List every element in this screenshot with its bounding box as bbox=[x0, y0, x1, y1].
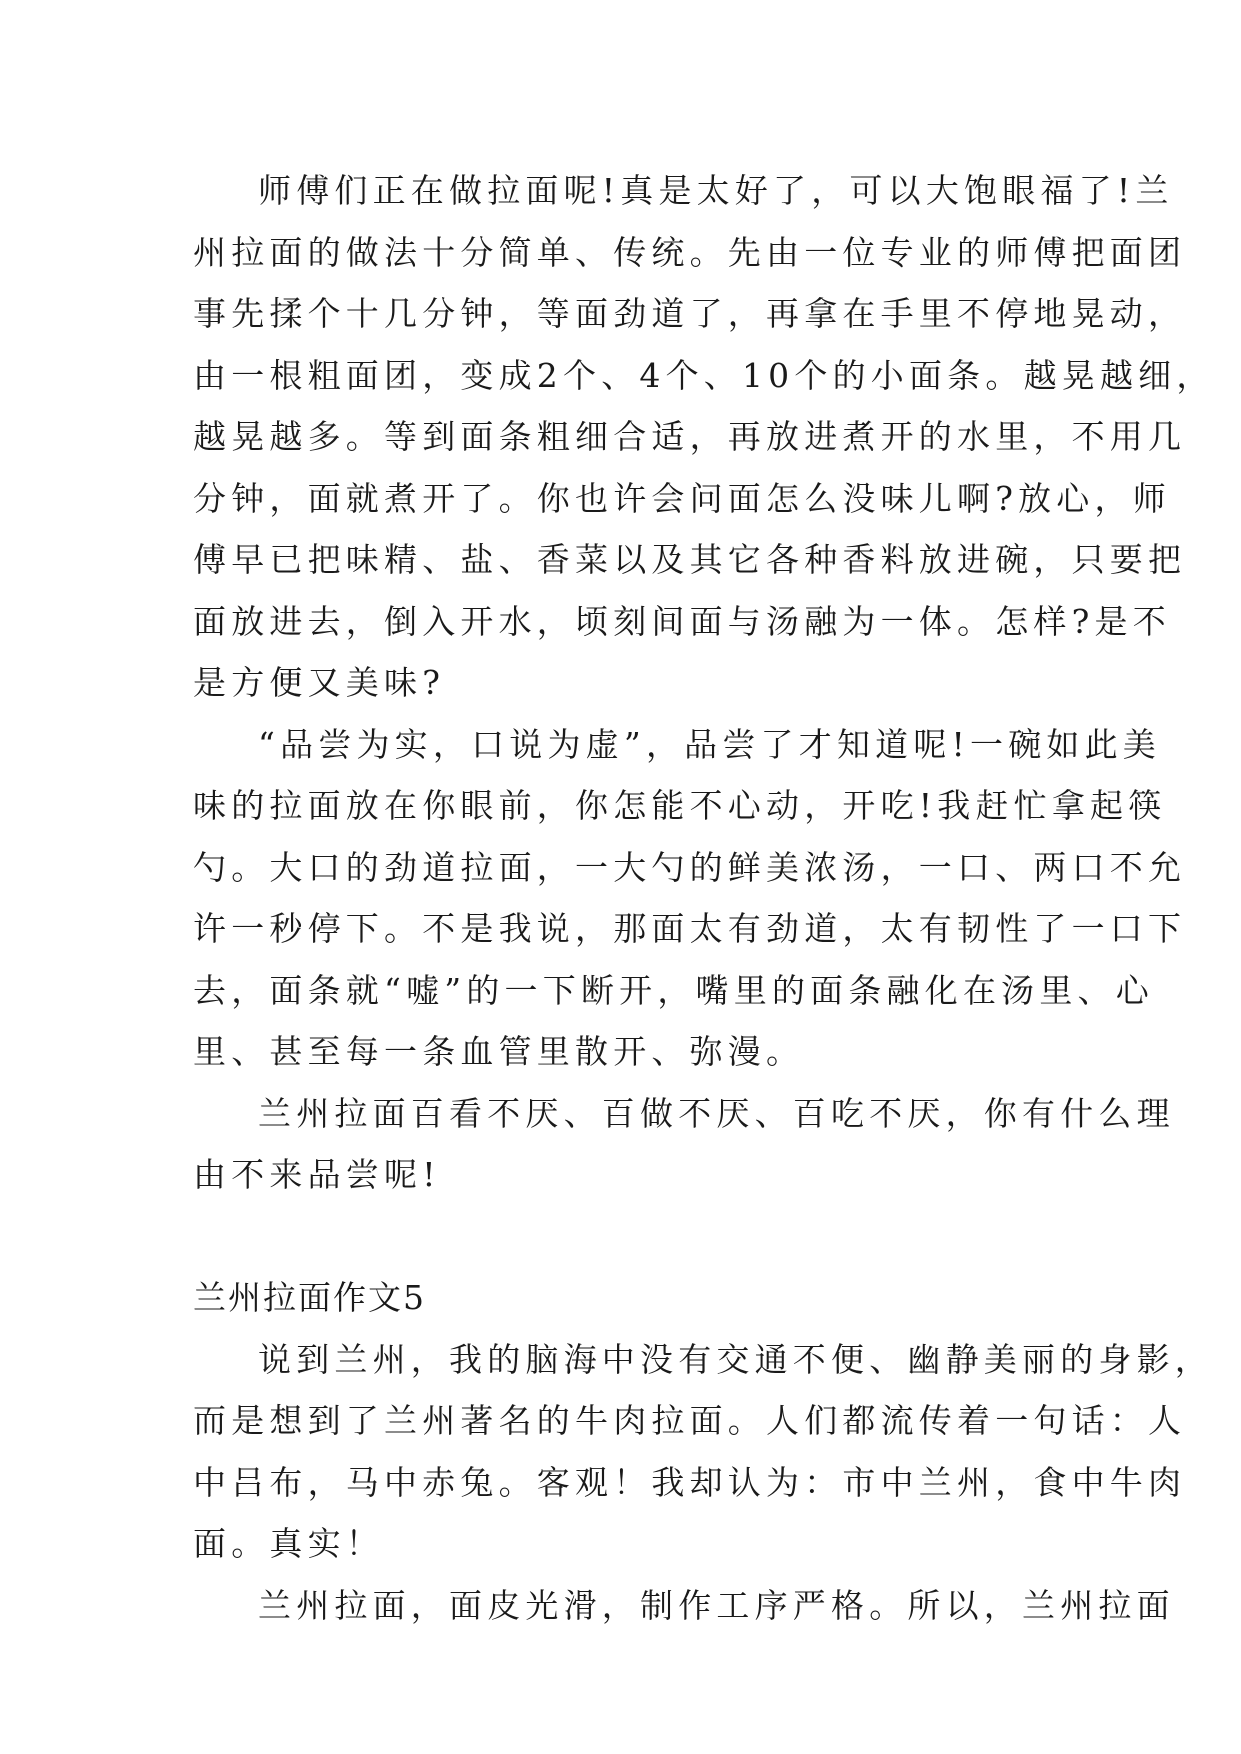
text-line: 勺。大口的劲道拉面，一大勺的鲜美浓汤，一口、两口不允 bbox=[193, 847, 1187, 887]
text-line: “品尝为实，口说为虚”，品尝了才知道呢!一碗如此美 bbox=[258, 724, 1162, 764]
text-line: 面。真实！ bbox=[193, 1524, 384, 1563]
paragraph-lamian-making bbox=[193, 160, 1215, 714]
paragraph-noodle-quality bbox=[193, 1575, 1175, 1637]
text-line: 越晃越多。等到面条粗细合适，再放进煮开的水里，不用几 bbox=[193, 417, 1187, 456]
text-line: 分钟，面就煮开了。你也许会问面怎么没味儿啊?放心，师 bbox=[193, 478, 1171, 518]
text-line: 傅早已把味精、盐、香菜以及其它各种香料放进碗，只要把 bbox=[193, 540, 1187, 579]
text-line: 面放进去，倒入开水，顷刻间面与汤融为一体。怎样?是不 bbox=[193, 601, 1171, 641]
text-line: 中吕布，马中赤兔。客观！我却认为：市中兰州，食中牛肉 bbox=[193, 1462, 1187, 1502]
text-line: 说到兰州，我的脑海中没有交通不便、幽静美丽的身影， bbox=[258, 1339, 1213, 1379]
text-line: 去，面条就“嘘”的一下断开，嘴里的面条融化在汤里、心 bbox=[193, 970, 1154, 1010]
paragraph-spacer bbox=[193, 1206, 1063, 1268]
document-page bbox=[193, 160, 1215, 1636]
text-line: 许一秒停下。不是我说，那面太有劲道，太有韧性了一口下 bbox=[193, 909, 1187, 948]
paragraph-conclusion bbox=[193, 1083, 1175, 1206]
text-line: 是方便又美味? bbox=[193, 663, 446, 702]
text-line: 里、甚至每一条血管里散开、弥漫。 bbox=[193, 1032, 805, 1071]
paragraph-tasting bbox=[193, 714, 1187, 1083]
text-line: 州拉面的做法十分简单、传统。先由一位专业的师傅把面团 bbox=[193, 232, 1187, 272]
text-line: 味的拉面放在你眼前，你怎能不心动，开吃!我赶忙拿起筷 bbox=[193, 786, 1167, 825]
text-line: 由一根粗面团，变成2个、4个、10个的小面条。越晃越细， bbox=[193, 355, 1215, 395]
paragraph-intro-lanzhou bbox=[193, 1329, 1213, 1575]
text-line: 兰州拉面，面皮光滑，制作工序严格。所以，兰州拉面 bbox=[258, 1585, 1175, 1625]
section-title: 兰州拉面作文5 bbox=[193, 1278, 426, 1317]
text-line: 而是想到了兰州著名的牛肉拉面。人们都流传着一句话：人 bbox=[193, 1401, 1187, 1440]
text-line: 事先揉个十几分钟，等面劲道了，再拿在手里不停地晃动， bbox=[193, 294, 1187, 333]
text-line: 兰州拉面百看不厌、百做不厌、百吃不厌，你有什么理 bbox=[258, 1093, 1175, 1133]
text-line: 由不来品尝呢! bbox=[193, 1155, 441, 1194]
text-line: 师傅们正在做拉面呢!真是太好了，可以大饱眼福了!兰 bbox=[258, 171, 1174, 210]
